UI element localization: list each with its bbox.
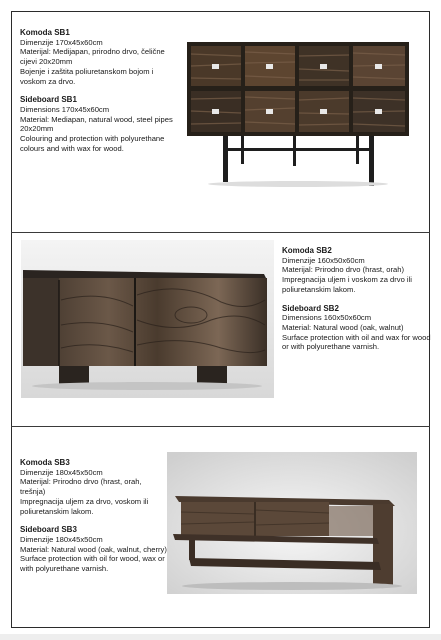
sb1-en-line: Colouring and protection with polyurethane [20, 134, 165, 144]
sb2-en-line: Dimensions 160x50x60cm [282, 313, 372, 323]
sb3-hr-line: Materijal: Prirodno drvo (hrast, orah, [20, 477, 142, 487]
sb1-en-line: 20x20mm [20, 124, 54, 134]
sb3-hr-title: Komoda SB3 [20, 458, 70, 467]
sb2-hr-line: poliuretanskim lakom. [282, 284, 356, 294]
section-divider-1 [11, 232, 430, 233]
sb2-product-photo [21, 240, 274, 398]
sb1-description [20, 28, 180, 153]
sb1-hr-title: Komoda SB1 [20, 28, 70, 37]
sb1-hr-line: Dimenzije 170x45x60cm [20, 37, 103, 47]
sb3-hr-line: Impregnacija uljem za drvo, voskom ili [20, 496, 149, 506]
sb3-hr-line: poliuretanskim lakom. [20, 506, 94, 516]
sb2-hr-line: Materijal: Prirodno drvo (hrast, orah) [282, 265, 404, 275]
sb1-en-title: Sideboard SB1 [20, 95, 77, 105]
sb1-hr-line: Materijal: Medijapan, prirodno drvo, čelične [20, 47, 165, 57]
sb2-en-line: Material: Natural wood (oak, walnut) [282, 322, 404, 332]
sb2-hr-line: Impregnacija uljem i voskom za drvo ili [282, 275, 412, 285]
sb3-en-title: Sideboard SB3 [20, 525, 77, 535]
sb1-hr-line: voskom za drvo. [20, 76, 76, 86]
sb1-hr-line: Bojenje i zaštita poliuretanskom bojom i [20, 66, 154, 76]
sb3-product-photo [167, 452, 417, 594]
sb1-en-line: Material: Mediapan, natural wood, steel pipes [20, 114, 173, 124]
sb1-en-line: Dimensions 170x45x60cm [20, 104, 110, 114]
page-bottom-edge [0, 634, 441, 640]
sb2-hr-line: Dimenzije 160x50x60cm [282, 255, 365, 265]
sb1-hr-line: cijevi 20x20mm [20, 57, 73, 67]
sb3-en-line: Dimenzije 180x45x50cm [20, 534, 103, 544]
sb3-description [20, 458, 180, 574]
sb1-product-photo [183, 36, 413, 188]
sb2-en-title: Sideboard SB2 [282, 303, 339, 313]
sb2-hr-title: Komoda SB2 [282, 246, 332, 255]
sb3-en-line: with polyurethane varnish. [20, 564, 109, 574]
sb3-en-line: Material: Natural wood (oak, walnut, cherry) [20, 544, 167, 554]
sb1-en-line: colours and with wax for wood. [20, 143, 124, 153]
sb2-en-line: or with polyurethane varnish. [282, 342, 380, 352]
sb2-description [282, 246, 441, 352]
sb3-hr-line: trešnja) [20, 487, 46, 497]
section-divider-2 [11, 426, 430, 427]
sb3-hr-line: Dimenzije 180x45x50cm [20, 467, 103, 477]
sb3-en-line: Surface protection with oil for wood, wax or [20, 554, 165, 564]
sb2-en-line: Surface protection with oil and wax for wood [282, 332, 431, 342]
